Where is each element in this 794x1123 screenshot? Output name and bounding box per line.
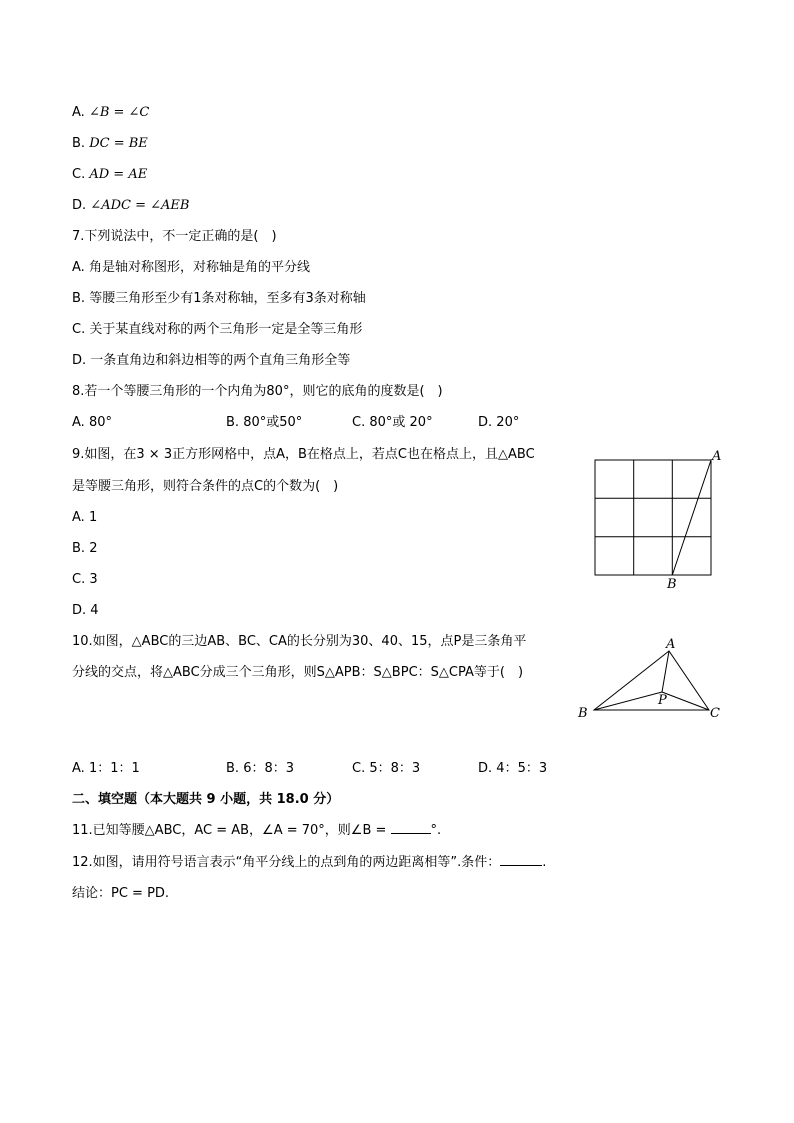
q12-conclusion: 结论：PC = PD. xyxy=(72,886,170,901)
q10-label-p: P xyxy=(658,693,667,708)
q7-option-d: D. 一条直角边和斜边相等的两个直角三角形全等 xyxy=(72,353,351,368)
q9-grid-figure xyxy=(588,448,728,593)
q9-stem-line1: 9.如图，在3 × 3正方形网格中，点A，B在格点上，若点C也在格点上，且△ABC xyxy=(72,447,535,462)
q10-stem-line1: 10.如图，△ABC的三边AB、BC、CA的长分别为30、40、15，点P是三条角平 xyxy=(72,634,527,649)
q6-option-d-text: ∠ADC = ∠AEB xyxy=(90,198,190,213)
q8-option-a: A. 80° xyxy=(72,415,112,430)
q6-option-a-text: ∠B = ∠C xyxy=(88,105,150,120)
q9-option-c: C. 3 xyxy=(72,572,98,587)
q6-option-c: C. AD = AE xyxy=(72,167,148,182)
q7-option-c: C. 关于某直线对称的两个三角形一定是全等三角形 xyxy=(72,322,363,337)
q7-option-b: B. 等腰三角形至少有1条对称轴，至多有3条对称轴 xyxy=(72,291,366,306)
q6-option-c-text: AD = AE xyxy=(89,167,148,182)
q10-triangle-abc xyxy=(594,651,709,710)
q9-option-a: A. 1 xyxy=(72,510,98,525)
q9-grid-border xyxy=(595,460,711,575)
q10-segment-ap xyxy=(662,651,669,692)
q11: 11.已知等腰△ABC，AC = AB，∠A = 70°，则∠B = °. xyxy=(72,823,442,838)
q10-label-a: A xyxy=(666,637,676,652)
q9-label-a: A xyxy=(712,449,722,464)
q10-option-b: B. 6：8：3 xyxy=(226,761,295,776)
q12: 12.如图，请用符号语言表示“角平分线上的点到角的两边距离相等”.条件： . xyxy=(72,855,547,870)
q8-option-c: C. 80°或 20° xyxy=(352,415,433,430)
q11-answer-blank[interactable] xyxy=(391,833,431,834)
q10-segment-cp xyxy=(662,692,709,710)
q6-option-d: D. ∠ADC = ∠AEB xyxy=(72,198,190,213)
q9-option-b: B. 2 xyxy=(72,541,98,556)
q12-condition-blank[interactable] xyxy=(500,865,542,866)
q8-stem: 8.若一个等腰三角形的一个内角为80°，则它的底角的度数是( ) xyxy=(72,384,443,399)
q10-option-c: C. 5：8：3 xyxy=(352,761,421,776)
q9-option-d: D. 4 xyxy=(72,603,99,618)
q12-text: 12.如图，请用符号语言表示“角平分线上的点到角的两边距离相等”.条件： xyxy=(72,855,501,870)
q7-option-a: A. 角是轴对称图形，对称轴是角的平分线 xyxy=(72,260,310,275)
q9-segment-ab xyxy=(672,460,711,575)
q9-label-b: B xyxy=(667,577,677,592)
q10-triangle-figure xyxy=(574,634,724,724)
q10-segment-bp xyxy=(594,692,662,710)
q9-grid xyxy=(595,460,711,575)
q9-stem-line2: 是等腰三角形，则符合条件的点C的个数为( ) xyxy=(72,479,339,494)
q8-option-b: B. 80°或50° xyxy=(226,415,303,430)
section2-title: 二、填空题（本大题共 9 小题，共 18.0 分） xyxy=(72,792,340,807)
q7-stem: 7.下列说法中，不一定正确的是( ) xyxy=(72,229,277,244)
q6-option-b-text: DC = BE xyxy=(89,136,148,151)
q10-stem-line2: 分线的交点，将△ABC分成三个三角形，则S△APB：S△BPC：S△CPA等于( ) xyxy=(72,665,524,680)
q8-option-d: D. 20° xyxy=(478,415,520,430)
q10-label-c: C xyxy=(710,706,720,721)
q6-option-b: B. DC = BE xyxy=(72,136,148,151)
q11-text: 11.已知等腰△ABC，AC = AB，∠A = 70°，则∠B = xyxy=(72,823,391,838)
q10-option-d: D. 4：5：3 xyxy=(478,761,548,776)
q10-label-b: B xyxy=(578,706,588,721)
q10-option-a: A. 1：1：1 xyxy=(72,761,140,776)
q6-option-a: A. ∠B = ∠C xyxy=(72,105,150,120)
